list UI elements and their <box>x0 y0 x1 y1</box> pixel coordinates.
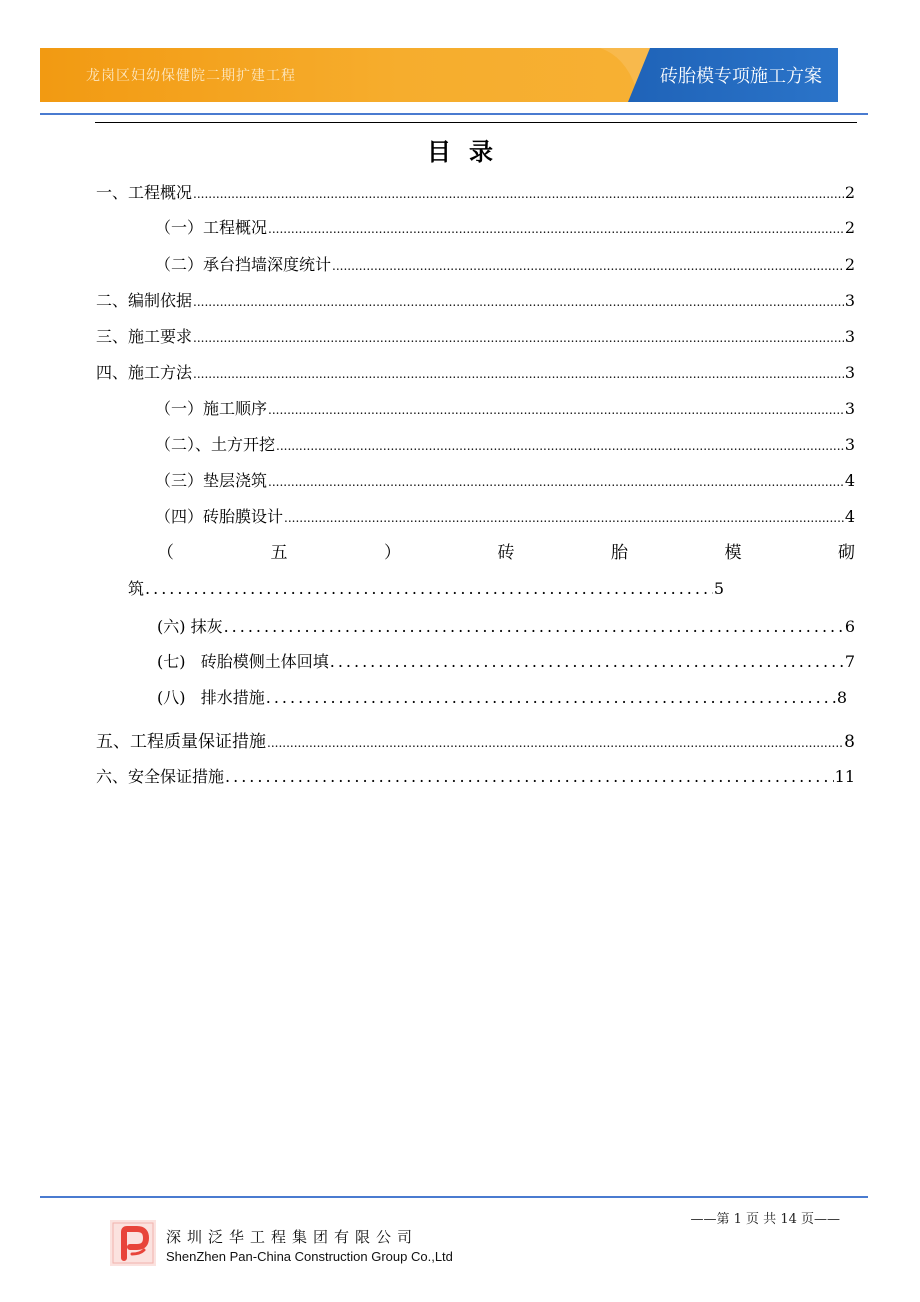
toc-entry[interactable] <box>155 217 855 239</box>
toc-entry[interactable] <box>155 398 855 420</box>
spread-char: 砖 <box>497 543 515 563</box>
toc-heading: 目录 <box>427 137 511 166</box>
toc-entry[interactable] <box>96 766 855 788</box>
toc-entry[interactable] <box>128 578 724 600</box>
toc-entry[interactable] <box>96 182 855 204</box>
dot-leader <box>330 651 844 673</box>
toc-entry[interactable] <box>96 290 855 312</box>
toc-entry[interactable] <box>155 434 855 456</box>
dot-leader <box>225 766 834 788</box>
toc-entry[interactable] <box>157 616 855 638</box>
header-thin-rule <box>95 122 857 123</box>
toc-entry[interactable] <box>157 651 855 673</box>
spread-char: 胎 <box>611 543 628 563</box>
company-name-en: ShenZhen Pan-China Construction Group Co.,Ltd <box>166 1249 453 1264</box>
spread-char: ） <box>384 543 401 563</box>
toc-entry-label: 二、编制依据 <box>96 291 193 310</box>
pan-china-logo-icon <box>110 1220 156 1266</box>
document-title: 砖胎模专项施工方案 <box>660 66 822 87</box>
toc-entry-label: （一）施工顺序 <box>155 399 268 418</box>
toc-entry-page: 2 <box>844 183 855 202</box>
toc-entry-page: 3 <box>844 291 855 310</box>
toc-entry-label: (六) 抹灰 <box>157 617 223 636</box>
toc-entry-page: 3 <box>844 363 855 382</box>
toc-entry-page: 3 <box>844 435 855 454</box>
toc-entry-page: 3 <box>844 327 855 346</box>
toc-entry[interactable] <box>155 470 855 492</box>
toc-entry-page: 4 <box>844 507 855 526</box>
toc-entry[interactable] <box>155 254 855 276</box>
toc-entry[interactable] <box>155 506 855 528</box>
toc-entry-label: 五、工程质量保证措施 <box>96 732 266 752</box>
toc-entry-page: 6 <box>844 617 855 636</box>
spread-char: 砌 <box>838 543 855 563</box>
toc-entry-label: 一、工程概况 <box>96 183 193 202</box>
toc-entry[interactable] <box>157 687 847 709</box>
toc-entry[interactable] <box>96 731 855 753</box>
header-rule <box>40 113 868 115</box>
toc-entry-page: 8 <box>836 688 847 707</box>
toc-entry-page: 2 <box>844 218 855 237</box>
spread-char: 模 <box>724 543 742 563</box>
toc-entry-label: （三）垫层浇筑 <box>155 471 268 490</box>
toc-entry-label: (八) 排水措施 <box>157 688 265 707</box>
spread-char: 五 <box>270 543 288 563</box>
dot-leader <box>193 363 844 385</box>
dot-leader <box>266 687 836 709</box>
project-name: 龙岗区妇幼保健院二期扩建工程 <box>86 68 296 84</box>
dot-leader <box>224 616 844 638</box>
toc-entry-label: 三、施工要求 <box>96 327 193 346</box>
dot-leader <box>268 471 844 493</box>
toc-entry-label: (七) 砖胎模侧土体回填 <box>157 652 329 671</box>
toc-entry-label: 四、施工方法 <box>96 363 193 382</box>
dot-leader <box>193 327 844 349</box>
toc-entry-page: 2 <box>844 255 855 274</box>
dot-leader <box>332 255 844 277</box>
dot-leader <box>145 578 713 600</box>
toc-entry-label: 筑 <box>128 579 145 598</box>
dot-leader <box>284 507 844 529</box>
spread-char: （ <box>157 543 174 563</box>
dot-leader <box>267 732 843 754</box>
page-number: ——第 1 页 共 14 页—— <box>690 1212 840 1227</box>
dot-leader <box>268 218 844 240</box>
footer-rule <box>40 1196 868 1198</box>
toc-entry-label: （一）工程概况 <box>155 218 268 237</box>
toc-entry-label: （二）承台挡墙深度统计 <box>155 255 332 274</box>
toc-entry[interactable] <box>96 326 855 348</box>
toc-entry-label: 六、安全保证措施 <box>96 767 225 786</box>
dot-leader <box>276 435 844 457</box>
toc-entry-page: 11 <box>834 767 855 786</box>
toc-entry-label: （四）砖胎膜设计 <box>155 507 284 526</box>
toc-entry-page: 7 <box>844 652 855 671</box>
dot-leader <box>268 399 844 421</box>
toc-entry[interactable] <box>96 362 855 384</box>
dot-leader <box>193 291 844 313</box>
header-banner <box>40 48 838 102</box>
toc-entry-spread-line[interactable] <box>157 542 855 564</box>
toc-entry-page: 8 <box>844 732 855 752</box>
toc-entry-page: 5 <box>713 579 724 598</box>
dot-leader <box>193 183 844 205</box>
toc-entry-label: （二）、土方开挖 <box>155 435 276 454</box>
company-name-cn: 深圳泛华工程集团有限公司 <box>166 1228 419 1246</box>
toc-entry-page: 4 <box>844 471 855 490</box>
toc-entry-page: 3 <box>844 399 855 418</box>
